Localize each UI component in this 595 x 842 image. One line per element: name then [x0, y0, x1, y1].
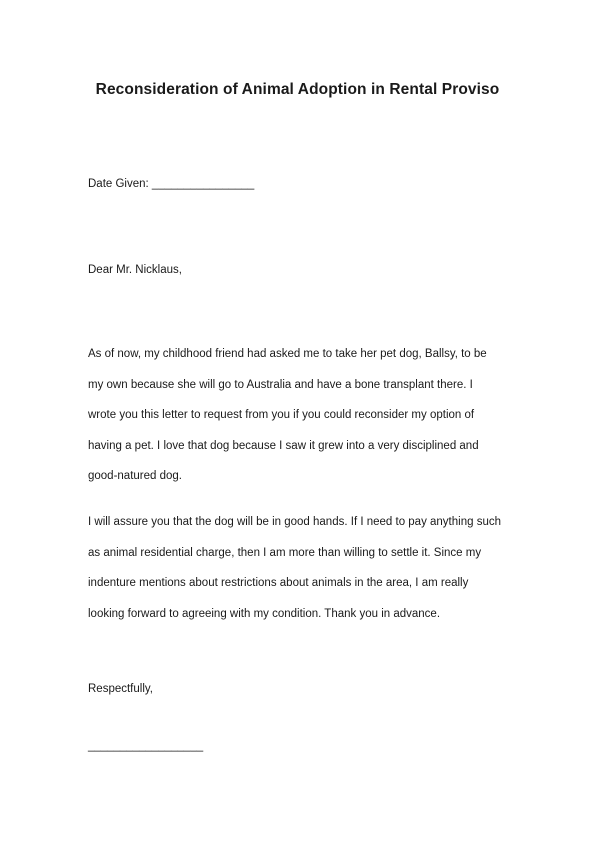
paragraph-line: having a pet. I love that dog because I saw it grew into a very disciplined and [88, 439, 479, 452]
paragraph-line: as animal residential charge, then I am more than willing to settle it. Since my [88, 546, 482, 559]
paragraph-2 [88, 515, 528, 637]
closing: Respectfully, [88, 683, 153, 695]
paragraph-line: I will assure you that the dog will be in good hands. If I need to pay anything such [88, 516, 501, 528]
document-title: Reconsideration of Animal Adoption in Rental Proviso [95, 81, 500, 98]
paragraph-line: looking forward to agreeing with my condition. Thank you in advance. [88, 607, 441, 620]
date-line: Date Given: ________________ [88, 178, 255, 190]
paragraph-line: my own because she will go to Australia and have a bone transplant there. I [88, 378, 473, 391]
paragraph-line: wrote you this letter to request from you if you could reconsider my option of [88, 409, 475, 421]
signature-line: __________________ [88, 740, 204, 752]
paragraph-1 [88, 347, 528, 500]
paragraph-line: As of now, my childhood friend had asked me to take her pet dog, Ballsy, to be [88, 348, 487, 360]
paragraph-line: indenture mentions about restrictions about animals in the area, I am really [88, 577, 469, 589]
paragraph-line: good-natured dog. [88, 470, 182, 482]
salutation: Dear Mr. Nicklaus, [88, 264, 182, 276]
